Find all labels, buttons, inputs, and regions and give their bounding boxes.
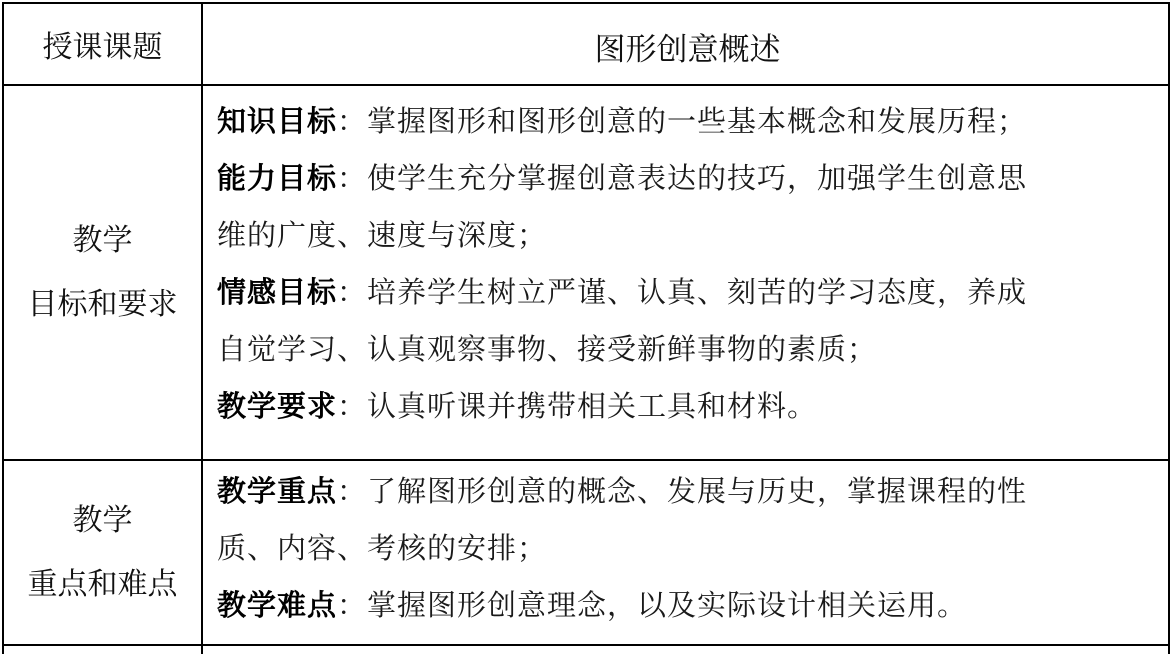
- key-points-label: [4, 461, 203, 644]
- objectives-content: [203, 86, 1168, 459]
- next-row-left: [4, 646, 203, 654]
- objective-line-emotion-cont: 自觉学习、认真观察事物、接受新鲜事物的素质；: [217, 332, 878, 366]
- header-row: [4, 4, 1168, 86]
- topic-title: 图形创意概述: [594, 31, 781, 68]
- objective-line-knowledge: 知识目标：掌握图形和图形创意的一些基本概念和发展历程；: [217, 104, 1028, 138]
- key-point-line-difficulty: 教学难点：掌握图形创意理念，以及实际设计相关运用。: [217, 588, 968, 622]
- objective-line-requirements: 教学要求：认真听课并携带相关工具和材料。: [217, 389, 818, 423]
- objective-line-ability: 能力目标：使学生充分掌握创意表达的技巧，加强学生创意思: [217, 161, 1028, 195]
- key-point-line-focus: 教学重点：了解图形创意的概念、发展与历史，掌握课程的性: [217, 474, 1028, 508]
- lesson-plan-table: [2, 2, 1170, 654]
- objective-line-emotion: 情感目标：培养学生树立严谨、认真、刻苦的学习态度，养成: [217, 275, 1028, 309]
- next-row-right: [203, 646, 1168, 654]
- key-points-label-line1: 教学: [72, 502, 133, 538]
- topic-label: 授课课题: [4, 4, 203, 84]
- objectives-label-line1: 教学: [72, 222, 133, 258]
- key-point-line-focus-cont: 质、内容、考核的安排；: [217, 531, 548, 565]
- objectives-label-line2: 目标和要求: [27, 286, 178, 322]
- objectives-label: [4, 86, 203, 459]
- next-row-partial: [4, 646, 1168, 654]
- objectives-row: [4, 86, 1168, 461]
- key-points-label-line2: 重点和难点: [27, 566, 178, 602]
- key-points-row: [4, 461, 1168, 646]
- key-points-content: [203, 461, 1168, 644]
- objective-line-ability-cont: 维的广度、速度与深度；: [217, 218, 548, 252]
